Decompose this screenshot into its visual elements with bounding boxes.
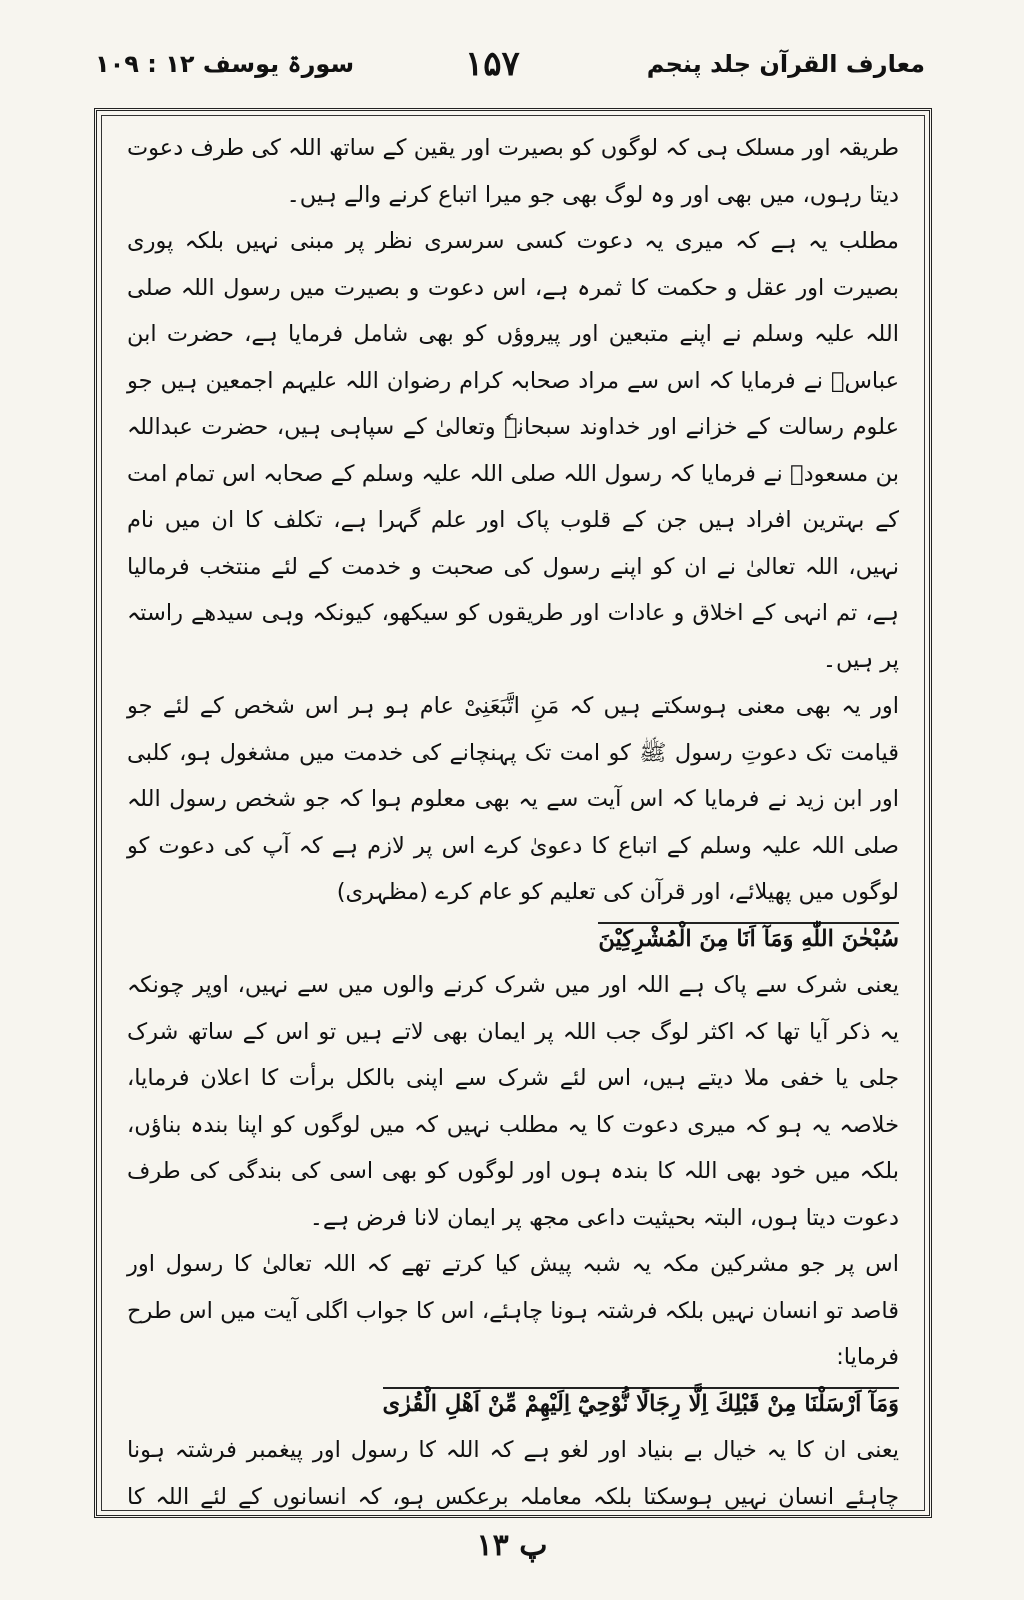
paragraph-4: یعنی شرک سے پاک ہے اللہ اور میں شرک کرنے والوں میں سے نہیں، اوپر چونکہ یہ ذکر آیا تھا کہ اکثر لوگ جب اللہ پر ایمان بھی لاتے ہیں تو اس کے ساتھ شرک جلی یا خفی ملا دیتے ہیں، اس لئے شرک سے اپنی بالکل برأت کا اعلان فرمایا، خلاصہ یہ ہو کہ میری دعوت کا یہ مطلب نہیں کہ میں لوگوں کو اپنا بندہ بناؤں، بلکہ میں خود بھی اللہ کا بندہ ہوں اور لوگوں کو بھی اسی کی بندگی کی طرف دعوت دیتا ہوں، البتہ بحیثیت داعی مجھ پر ایمان لانا فرض ہے۔ (127, 972, 900, 1231)
ayah-text-1: سُبْحٰنَ اللّٰهِ وَمَآ اَنَا مِنَ الْمُشْرِكِيْنَ (598, 922, 899, 952)
page-number: ۱۵۷ (465, 44, 520, 84)
paragraph-2: مطلب یہ ہے کہ میری یہ دعوت کسی سرسری نظر پر مبنی نہیں بلکہ پوری بصیرت اور عقل و حکمت کا ثمرہ ہے، اس دعوت و بصیرت میں رسول اللہ صلی اللہ علیہ وسلم نے اپنے متبعین اور پیروؤں کو بھی شامل فرمایا ہے، حضرت ابن عباسؓ نے فرمایا کہ اس سے مراد صحابہ کرام رضوان اللہ علیہم اجمعین ہیں جو علوم رسالت کے خزانے اور خداوند سبحانہٗ وتعالیٰ کے سپاہی ہیں، حضرت عبداللہ بن مسعودؓ نے فرمایا کہ رسول اللہ صلی اللہ علیہ وسلم کے صحابہ اس تمام امت کے بہترین افراد ہیں جن کے قلوب پاک اور علم گہرا ہے، تکلف کا ان میں نام نہیں، اللہ تعالیٰ نے ان کو اپنے رسول کی صحبت و خدمت کے لئے منتخب فرمالیا ہے، تم انہی کے اخلاق و عادات اور طریقوں کو سیکھو، کیونکہ وہی سیدھے راستہ پر ہیں۔ (127, 228, 899, 673)
paragraph-3: اور یہ بھی معنی ہوسکتے ہیں کہ مَنِ اتَّبَعَنِیْ عام ہو ہر اس شخص کے لئے جو قیامت تک دعوتِ رسول ﷺ کو امت تک پہنچانے کی خدمت میں مشغول ہو، کلبی اور ابن زید نے فرمایا کہ اس آیت سے یہ بھی معلوم ہوا کہ جو شخص رسول اللہ صلی اللہ علیہ وسلم کے اتباع کا دعویٰ کرے اس پر لازم ہے کہ آپ کی دعوت کو لوگوں میں پھیلائے، اور قرآن کی تعلیم کو عام کرے (مظہری) (127, 693, 899, 905)
text-frame (94, 108, 932, 1518)
paragraph-6: یعنی ان کا یہ خیال بے بنیاد اور لغو ہے کہ اللہ کا رسول اور پیغمبر فرشتہ ہونا چاہئے انسان نہیں ہوسکتا بلکہ معاملہ برعکس ہو، کہ انسانوں کے لئے اللہ کا (127, 1437, 899, 1510)
ayah-quote-2 (127, 1381, 899, 1428)
ayah-quote-1 (127, 916, 899, 963)
page-header (95, 42, 925, 92)
ayah-text-2: وَمَآ اَرْسَلْنَا مِنْ قَبْلِكَ اِلَّا رِجَالًا نُّوْحِيْٓ اِلَيْهِمْ مِّنْ اَهْلِ الْقُرٰى (383, 1387, 900, 1417)
body-text (127, 125, 899, 1518)
paragraph-1: طریقہ اور مسلک ہی کہ لوگوں کو بصیرت اور یقین کے ساتھ اللہ کی طرف دعوت دیتا رہوں، میں بھی اور وہ لوگ بھی جو میرا اتباع کرنے والے ہیں۔ (127, 135, 899, 208)
surah-reference: سورۃ یوسف ۱۲ : ۱۰۹ (95, 50, 355, 78)
paragraph-5: اس پر جو مشرکین مکہ یہ شبہ پیش کیا کرتے تھے کہ اللہ تعالیٰ کا رسول اور قاصد تو انسان نہیں بلکہ فرشتہ ہونا چاہئے، اس کا جواب اگلی آیت میں اس طرح فرمایا: (127, 1251, 899, 1370)
para-marker: پ ۱۳ (476, 1528, 548, 1563)
book-title: معارف القرآن جلد پنجم (646, 50, 925, 78)
